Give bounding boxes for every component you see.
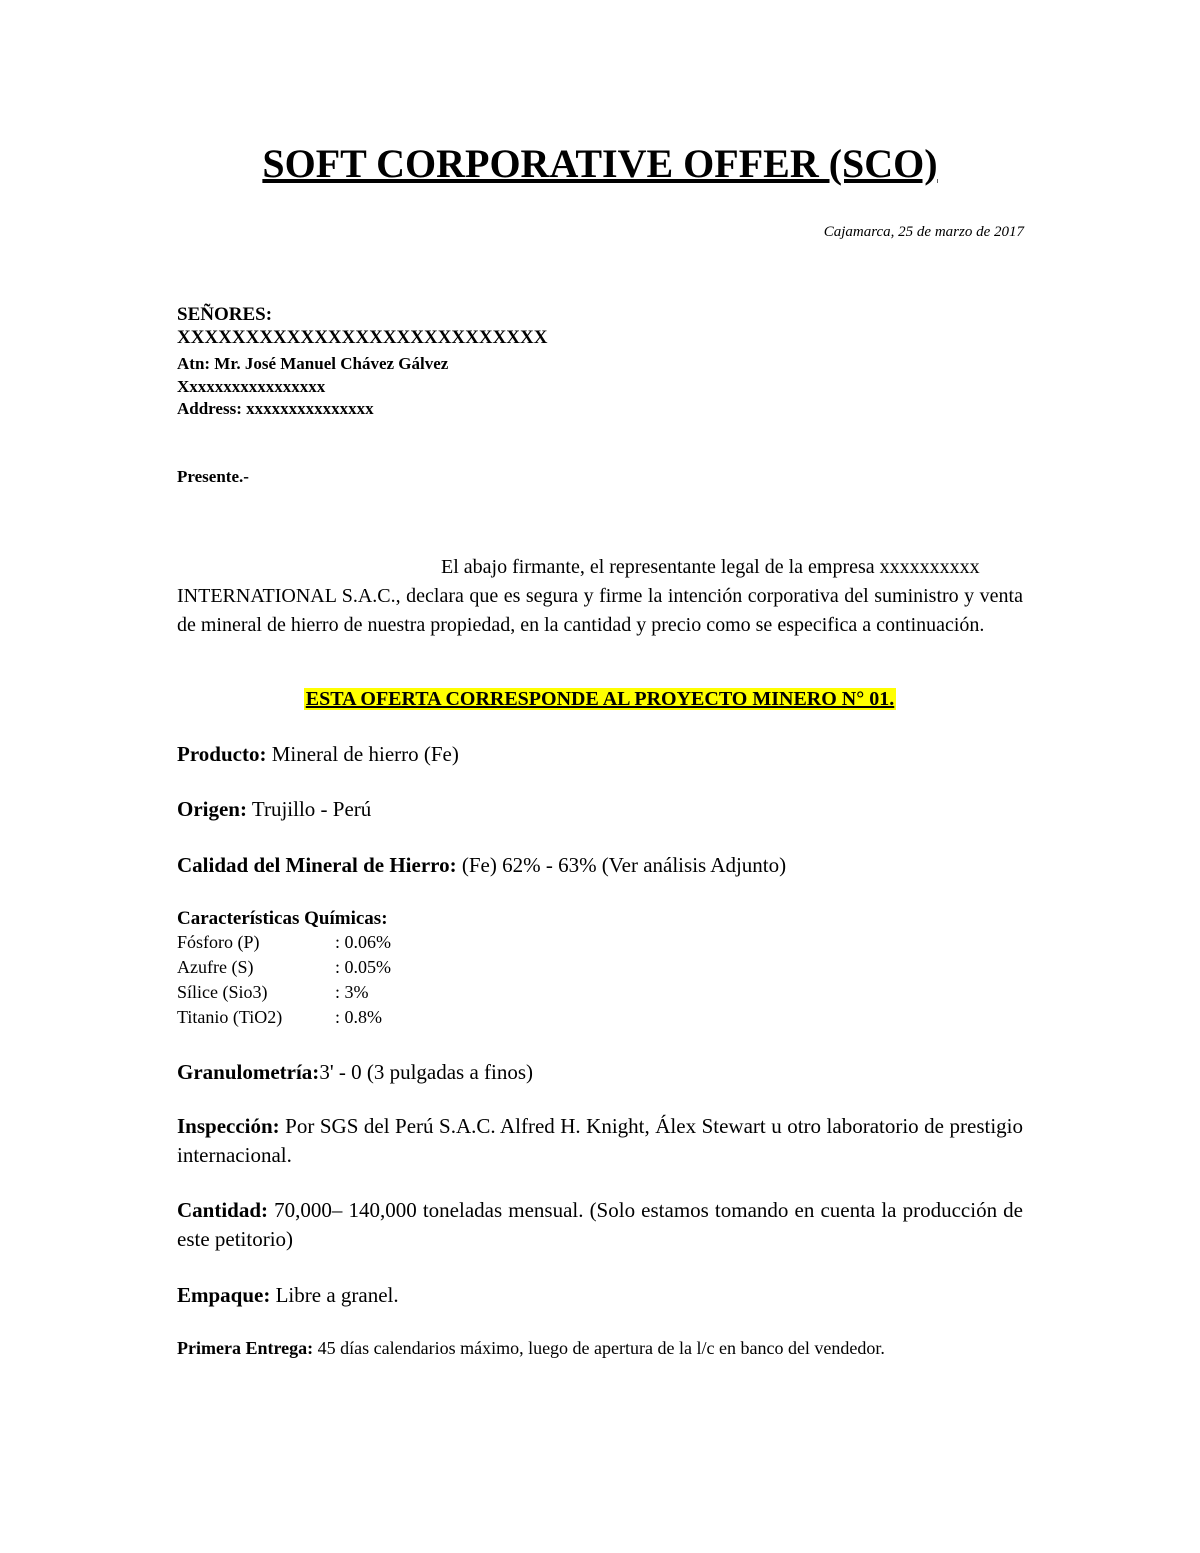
calidad-label: Calidad del Mineral de Hierro: (177, 853, 457, 877)
producto-value: Mineral de hierro (Fe) (266, 742, 459, 766)
field-primera-entrega (177, 1335, 967, 1361)
chemistry-row (177, 930, 391, 955)
chemistry-value: : 0.8% (335, 1007, 382, 1027)
document-date: Cajamarca, 25 de marzo de 2017 (823, 224, 1024, 240)
field-cantidad (177, 1196, 1023, 1254)
origen-value: Trujillo - Perú (246, 797, 372, 821)
field-origen (177, 795, 371, 824)
addressee-line: Xxxxxxxxxxxxxxxxx (177, 377, 326, 396)
chemistry-value: : 0.06% (335, 932, 391, 952)
inspeccion-label: Inspección: (177, 1114, 280, 1138)
chemistry-heading: Características Químicas: (177, 908, 388, 929)
chemistry-row (177, 1005, 382, 1030)
producto-label: Producto: (177, 742, 267, 766)
granulometria-value: 3' - 0 (3 pulgadas a finos) (319, 1060, 534, 1084)
calidad-value: (Fe) 62% - 63% (Ver análisis Adjunto) (456, 853, 787, 877)
presente-label: Presente.- (177, 467, 249, 486)
empaque-label: Empaque: (177, 1283, 271, 1307)
offer-banner (0, 688, 1200, 711)
addressee-address: Address: xxxxxxxxxxxxxxx (177, 399, 374, 418)
intro-rest: INTERNATIONAL S.A.C., declara que es segura y firme la intención corporativa del suministro y venta de mineral de hierro de nuestra propiedad, en la cantidad y precio como se especifica a continuación. (177, 585, 1023, 636)
field-granulometria (177, 1058, 533, 1087)
primera-entrega-label: Primera Entrega: (177, 1338, 314, 1358)
field-empaque (177, 1281, 399, 1310)
chemistry-name: Azufre (S) (177, 957, 254, 977)
page-title: SOFT CORPORATIVE OFFER (SCO) (262, 141, 938, 186)
addressee-company: XXXXXXXXXXXXXXXXXXXXXXXXXXX (177, 327, 548, 348)
offer-banner-text: ESTA OFERTA CORRESPONDE AL PROYECTO MINERO N° 01. (305, 688, 895, 710)
chemistry-name: Titanio (TiO2) (177, 1007, 283, 1027)
chemistry-row (177, 980, 369, 1005)
cantidad-label: Cantidad: (177, 1198, 269, 1222)
chemistry-value: : 3% (335, 982, 369, 1002)
salutation: SEÑORES: (177, 304, 273, 325)
chemistry-name: Fósforo (P) (177, 932, 260, 952)
chemistry-name: Sílice (Sio3) (177, 982, 268, 1002)
origen-label: Origen: (177, 797, 247, 821)
cantidad-value: 70,000– 140,000 toneladas mensual. (Solo estamos tomando en cuenta la producción de este petitorio) (177, 1198, 1023, 1251)
chemistry-row (177, 955, 391, 980)
granulometria-label: Granulometría: (177, 1060, 320, 1084)
field-producto (177, 740, 459, 769)
chemistry-value: : 0.05% (335, 957, 391, 977)
primera-entrega-value: 45 días calendarios máximo, luego de apertura de la l/c en banco del vendedor. (313, 1338, 885, 1358)
empaque-value: Libre a granel. (270, 1283, 399, 1307)
field-inspeccion (177, 1112, 1023, 1170)
intro-first-line: El abajo firmante, el representante legal de la empresa xxxxxxxxxx (441, 556, 980, 578)
intro-paragraph (177, 553, 1023, 640)
field-calidad (177, 851, 786, 880)
addressee-attention: Atn: Mr. José Manuel Chávez Gálvez (177, 354, 449, 373)
inspeccion-value: Por SGS del Perú S.A.C. Alfred H. Knight, Álex Stewart u otro laboratorio de prestigio internacional. (177, 1114, 1023, 1167)
